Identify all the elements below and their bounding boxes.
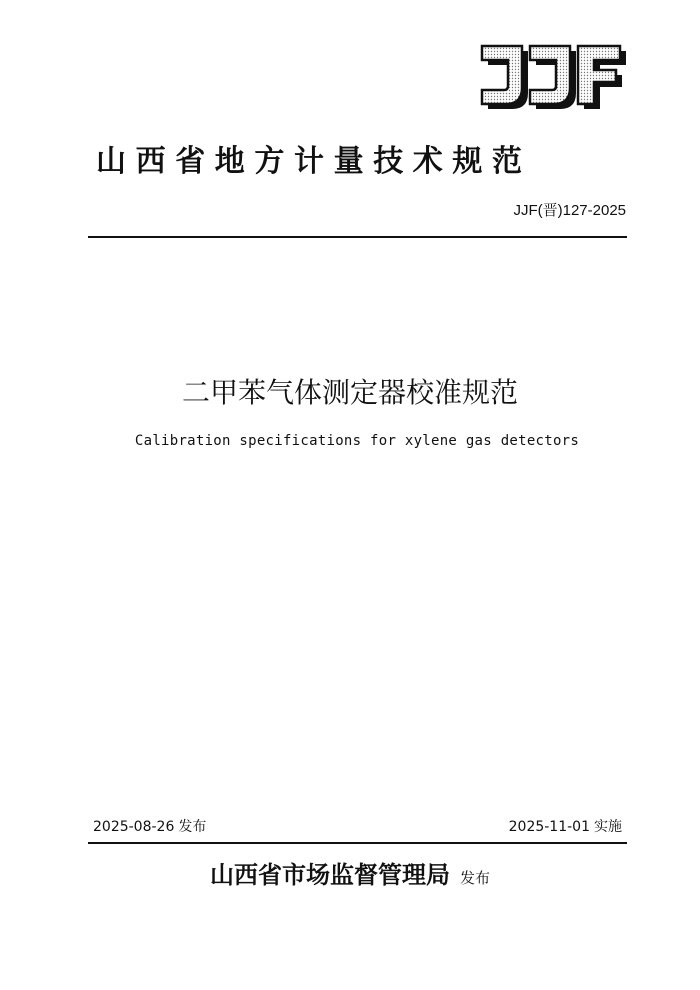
jjf-logo — [478, 44, 628, 112]
issued-date-block — [93, 817, 206, 837]
standard-number: JJF(晋)127-2025 — [513, 202, 626, 219]
standard-category: 山西省地方计量技术规范 — [96, 144, 532, 179]
issuer-name: 山西省市场监督管理局 — [209, 861, 450, 889]
document-title-chinese: 二甲苯气体测定器校准规范 — [181, 376, 518, 409]
effective-date-block — [509, 817, 622, 837]
issued-label: 发布 — [178, 819, 207, 835]
issuer-label: 发布 — [459, 869, 490, 887]
effective-label: 实施 — [594, 819, 622, 835]
issuer-block — [0, 857, 700, 893]
top-divider — [88, 236, 627, 238]
document-title-english: Calibration specifications for xylene gas detectors — [134, 433, 580, 449]
effective-date: 2025-11-01 — [508, 819, 590, 835]
issued-date: 2025-08-26 — [93, 819, 175, 835]
bottom-divider — [88, 842, 627, 844]
